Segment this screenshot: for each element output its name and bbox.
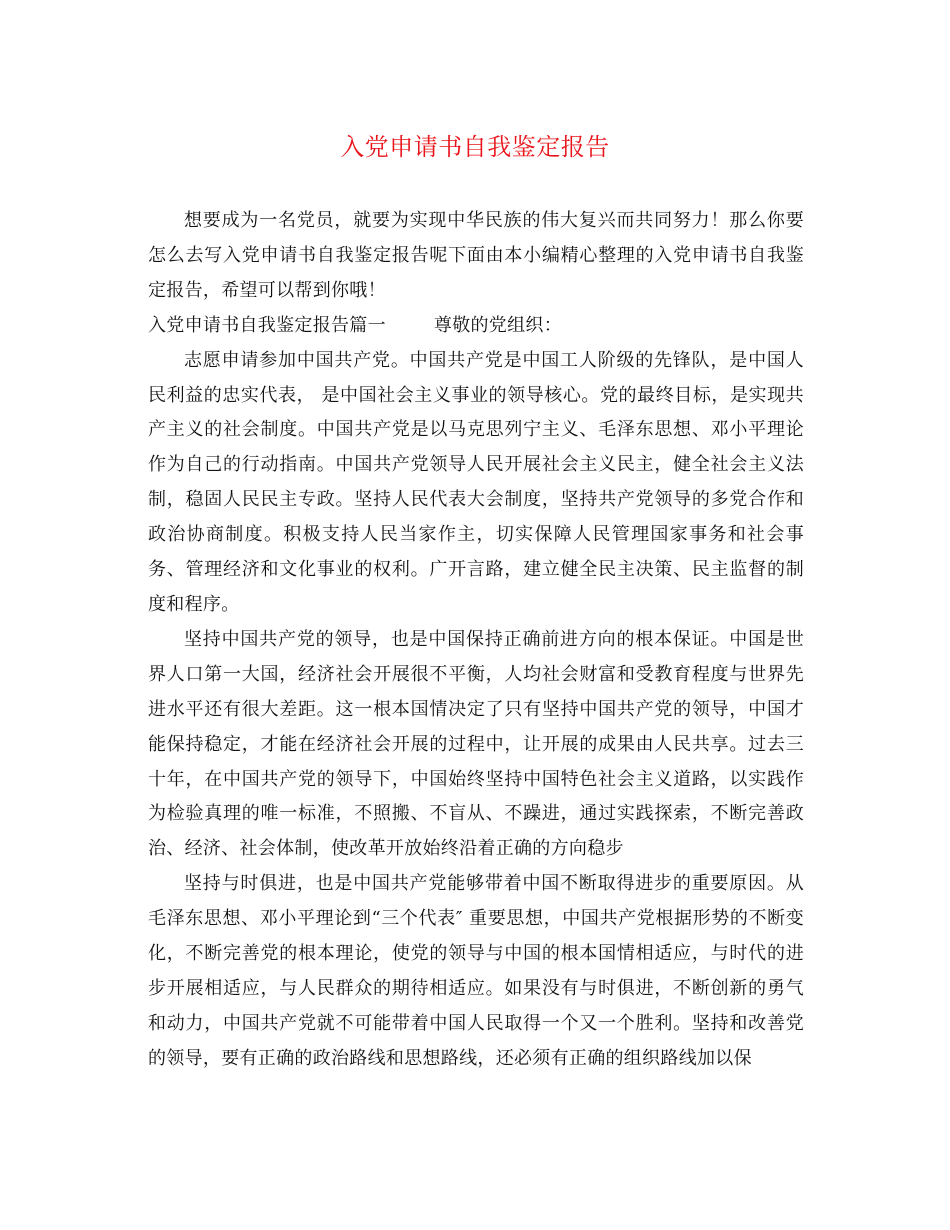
body-paragraph-3: 坚持与时俱进，也是中国共产党能够带着中国不断取得进步的重要原因。从毛泽东思想、邓小平理论到“三个代表″ 重要思想，中国共产党根据形势的不断变化，不断完善党的根本理论，使党的领导与中国的根本国情相适应，与时代的进步开展相适应，与人民群众的期待相适应。如果没有与时俱进，不断创新的勇气和动力，中国共产党就不可能带着中国人民取得一个又一个胜利。坚持和改善党的领导，要有正确的政治路线和思想路线，还必须有正确的组织路线加以保 <box>148 873 804 1069</box>
intro-paragraph: 想要成为一名党员，就要为实现中华民族的伟大复兴而共同努力！那么你要怎么去写入党申请书自我鉴定报告呢下面由本小编精心整理的入党申请书自我鉴定报告，希望可以帮到你哦！ <box>148 210 804 301</box>
section-heading-line <box>148 309 804 344</box>
body-paragraph-1: 志愿申请参加中国共产党。中国共产党是中国工人阶级的先锋队，是中国人民利益的忠实代表， 是中国社会主义事业的领导核心。党的最终目标，是实现共产主义的社会制度。中国共产党是以马克思列宁主义、毛泽东思想、邓小平理论作为自己的行动指南。中国共产党领导人民开展社会主义民主，健全社会主义法制，稳固人民民主专政。坚持人民代表大会制度，坚持共产党领导的多党合作和政治协商制度。积极支持人民当家作主，切实保障人民管理国家事务和社会事务、管理经济和文化事业的权利。广开言路，建立健全民主决策、民主监督的制度和程序。 <box>148 349 804 615</box>
section-heading: 入党申请书自我鉴定报告篇一 <box>148 314 386 336</box>
body-paragraph-2: 坚持中国共产党的领导，也是中国保持正确前进方向的根本保证。中国是世界人口第一大国，经济社会开展很不平衡，人均社会财富和受教育程度与世界先进水平还有很大差距。这一根本国情决定了只有坚持中国共产党的领导，中国才能保持稳定，才能在经济社会开展的过程中，让开展的成果由人民共享。过去三十年，在中国共产党的领导下，中国始终坚持中国特色社会主义道路，以实践作为检验真理的唯一标准，不照搬、不盲从、不躁进，通过实践探索，不断完善政治、经济、社会体制，使改革开放始终沿着正确的方向稳步 <box>148 628 804 860</box>
document-body <box>148 204 804 1077</box>
document-title: 入党申请书自我鉴定报告 <box>340 133 610 161</box>
salutation: 尊敬的党组织： <box>433 314 563 336</box>
